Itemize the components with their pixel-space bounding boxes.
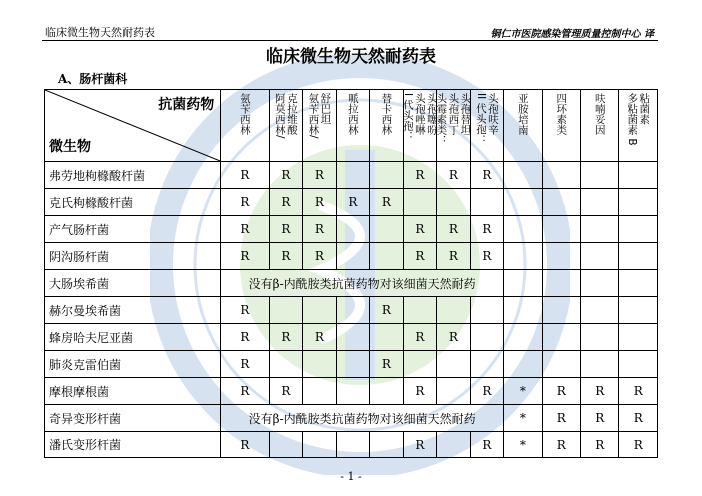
resistance-cell (542, 162, 580, 189)
resistance-cell (470, 351, 504, 378)
resistance-cell (581, 189, 619, 216)
resistance-cell (619, 189, 658, 216)
resistance-cell (403, 351, 437, 378)
resistance-cell: R (470, 243, 504, 270)
resistance-table (44, 89, 658, 458)
resistance-cell (619, 270, 658, 297)
header-divider (42, 40, 658, 41)
resistance-cell (370, 243, 404, 270)
table-row (45, 270, 658, 297)
resistance-cell (269, 297, 303, 324)
column-header-antibiotic (581, 90, 619, 162)
resistance-cell: R (336, 189, 370, 216)
resistance-cell: R (269, 324, 303, 351)
column-header-line: 头霉素类： (435, 93, 448, 146)
resistance-cell: R (221, 189, 269, 216)
resistance-cell (269, 351, 303, 378)
column-header-line: 头孢替坦 (459, 93, 472, 135)
resistance-cell (542, 216, 580, 243)
table-row (45, 297, 658, 324)
column-header-line: 氨苄西林/ (307, 93, 320, 139)
resistance-cell (470, 297, 504, 324)
resistance-cell: R (269, 243, 303, 270)
column-header-line: I 代头孢： (401, 93, 414, 142)
organism-name: 阴沟肠杆菌 (45, 243, 221, 270)
resistance-cell: * (504, 405, 542, 432)
resistance-cell: R (269, 216, 303, 243)
organism-name: 摩根摩根菌 (45, 378, 221, 405)
resistance-cell (504, 324, 542, 351)
resistance-cell: R (221, 378, 269, 405)
column-header-line: 亚胺培南 (516, 93, 529, 135)
resistance-cell (370, 432, 404, 458)
page-title: 临床微生物天然耐药表 (266, 47, 436, 67)
column-header-antibiotic (403, 90, 437, 162)
resistance-cell: R (303, 243, 337, 270)
table-row (45, 216, 658, 243)
resistance-cell (504, 297, 542, 324)
resistance-cell: R (221, 243, 269, 270)
resistance-cell (303, 297, 337, 324)
organism-name: 产气肠杆菌 (45, 216, 221, 243)
header-right-organization: 铜仁市医院感染管理质量控制中心 译 (490, 29, 654, 40)
resistance-cell (619, 216, 658, 243)
resistance-cell (370, 378, 404, 405)
resistance-cell (542, 243, 580, 270)
table-body (45, 162, 658, 458)
column-header-antibiotic (542, 90, 580, 162)
resistance-cell (542, 297, 580, 324)
resistance-cell: R (470, 216, 504, 243)
resistance-cell: R (437, 243, 471, 270)
resistance-cell: R (303, 189, 337, 216)
resistance-cell (370, 162, 404, 189)
column-header-line: 替卡西林 (380, 93, 393, 135)
resistance-cell (303, 351, 337, 378)
table-row (45, 351, 658, 378)
column-header-line: 阿莫西林/ (273, 93, 286, 139)
column-header-line: 氨苄西林 (238, 93, 251, 135)
table-header-row (45, 90, 658, 162)
resistance-cell (437, 297, 471, 324)
resistance-cell: R (370, 351, 404, 378)
resistance-cell: * (504, 432, 542, 458)
column-header-antibiotic (303, 90, 337, 162)
resistance-cell (303, 378, 337, 405)
resistance-cell (470, 324, 504, 351)
page-number: - 1 - (340, 470, 362, 483)
resistance-cell (581, 216, 619, 243)
column-header-line: 粘菌素 (638, 93, 651, 125)
organism-name: 蜂房哈夫尼亚菌 (45, 324, 221, 351)
column-header-line: 头孢唑啉 (413, 93, 426, 135)
resistance-cell: R (581, 405, 619, 432)
resistance-cell (370, 216, 404, 243)
resistance-cell (619, 351, 658, 378)
resistance-cell (581, 270, 619, 297)
resistance-cell: R (370, 297, 404, 324)
resistance-cell: R (470, 432, 504, 458)
corner-antibiotic-label: 抗菌药物 (158, 97, 215, 113)
organism-name: 肺炎克雷伯菌 (45, 351, 221, 378)
resistance-cell: R (269, 378, 303, 405)
resistance-cell (504, 270, 542, 297)
table-row (45, 324, 658, 351)
resistance-cell (269, 432, 303, 458)
organism-name: 弗劳地枸橼酸杆菌 (45, 162, 221, 189)
column-header-antibiotic (437, 90, 471, 162)
merged-note-cell: 没有β-内酰胺类抗菌药物对该细菌天然耐药 (221, 405, 504, 432)
resistance-cell: R (581, 432, 619, 458)
resistance-cell (504, 189, 542, 216)
resistance-cell (619, 297, 658, 324)
resistance-cell (336, 162, 370, 189)
resistance-cell: R (542, 378, 580, 405)
resistance-cell (336, 243, 370, 270)
resistance-cell: R (303, 162, 337, 189)
resistance-cell (303, 432, 337, 458)
resistance-cell (470, 189, 504, 216)
resistance-cell: R (221, 162, 269, 189)
resistance-cell (437, 189, 471, 216)
resistance-cell (336, 378, 370, 405)
column-header-line: 呋喃妥因 (593, 93, 606, 135)
column-header-line: 四环素类 (555, 93, 568, 135)
resistance-cell (619, 243, 658, 270)
resistance-cell: R (303, 216, 337, 243)
resistance-cell (336, 297, 370, 324)
resistance-cell: R (403, 162, 437, 189)
resistance-cell: R (403, 324, 437, 351)
resistance-cell: R (221, 297, 269, 324)
resistance-cell (504, 243, 542, 270)
resistance-cell: R (470, 378, 504, 405)
table-row (45, 378, 658, 405)
section-heading: A、肠杆菌科 (58, 72, 128, 86)
resistance-cell (403, 189, 437, 216)
resistance-cell: R (437, 324, 471, 351)
resistance-cell (336, 351, 370, 378)
resistance-cell: R (470, 162, 504, 189)
resistance-cell (403, 297, 437, 324)
column-header-line: 头孢呋辛 (486, 93, 499, 135)
table-corner-cell (45, 90, 221, 162)
resistance-cell: R (221, 324, 269, 351)
resistance-cell (542, 351, 580, 378)
resistance-cell: R (221, 216, 269, 243)
table-row (45, 405, 658, 432)
resistance-cell: R (619, 378, 658, 405)
column-header-line: 多粘菌素 B (626, 93, 639, 146)
table-row (45, 189, 658, 216)
resistance-cell: R (581, 378, 619, 405)
resistance-cell: R (619, 432, 658, 458)
resistance-cell (370, 324, 404, 351)
resistance-cell: R (221, 351, 269, 378)
resistance-cell: R (370, 189, 404, 216)
organism-name: 克氏枸橼酸杆菌 (45, 189, 221, 216)
column-header-antibiotic (504, 90, 542, 162)
resistance-cell: R (437, 216, 471, 243)
organism-name: 赫尔曼埃希菌 (45, 297, 221, 324)
resistance-cell (581, 297, 619, 324)
column-header-antibiotic (336, 90, 370, 162)
resistance-cell (619, 162, 658, 189)
resistance-cell (336, 216, 370, 243)
merged-note-cell: 没有β-内酰胺类抗菌药物对该细菌天然耐药 (221, 270, 504, 297)
column-header-antibiotic (221, 90, 269, 162)
corner-organism-label: 微生物 (49, 139, 91, 155)
resistance-cell (542, 189, 580, 216)
column-header-line: 舒巴坦 (319, 93, 332, 125)
resistance-cell (581, 162, 619, 189)
resistance-cell (504, 162, 542, 189)
resistance-cell (504, 351, 542, 378)
resistance-cell: R (437, 162, 471, 189)
column-header-line: 头孢西丁 (447, 93, 460, 135)
resistance-cell: R (403, 216, 437, 243)
table-row (45, 243, 658, 270)
resistance-cell: R (303, 324, 337, 351)
table-row (45, 162, 658, 189)
resistance-cell (542, 270, 580, 297)
resistance-cell: R (403, 243, 437, 270)
resistance-cell (542, 324, 580, 351)
header-left-title: 临床微生物天然耐药表 (45, 26, 155, 39)
resistance-cell (581, 351, 619, 378)
column-header-antibiotic (619, 90, 658, 162)
column-header-line: II 代头孢： (474, 93, 487, 145)
organism-name: 大肠埃希菌 (45, 270, 221, 297)
resistance-cell: R (221, 432, 269, 458)
resistance-cell (437, 351, 471, 378)
resistance-cell: R (542, 405, 580, 432)
column-header-line: 克拉维酸 (285, 93, 298, 135)
resistance-cell: R (542, 432, 580, 458)
column-header-line: 头孢噻吩 (425, 93, 438, 135)
column-header-antibiotic (269, 90, 303, 162)
column-header-line: 哌拉西林 (346, 93, 359, 135)
column-header-antibiotic (370, 90, 404, 162)
resistance-cell: * (504, 378, 542, 405)
resistance-cell (619, 324, 658, 351)
resistance-cell: R (269, 189, 303, 216)
resistance-cell (437, 378, 471, 405)
resistance-cell (336, 432, 370, 458)
organism-name: 潘氏变形杆菌 (45, 432, 221, 458)
resistance-cell: R (403, 378, 437, 405)
resistance-cell: R (269, 162, 303, 189)
resistance-cell (504, 216, 542, 243)
column-header-antibiotic (470, 90, 504, 162)
resistance-cell (581, 243, 619, 270)
resistance-cell: R (619, 405, 658, 432)
resistance-cell (336, 324, 370, 351)
resistance-cell (437, 432, 471, 458)
organism-name: 奇异变形杆菌 (45, 405, 221, 432)
resistance-cell (581, 324, 619, 351)
resistance-cell: R (403, 432, 437, 458)
table-row (45, 432, 658, 458)
